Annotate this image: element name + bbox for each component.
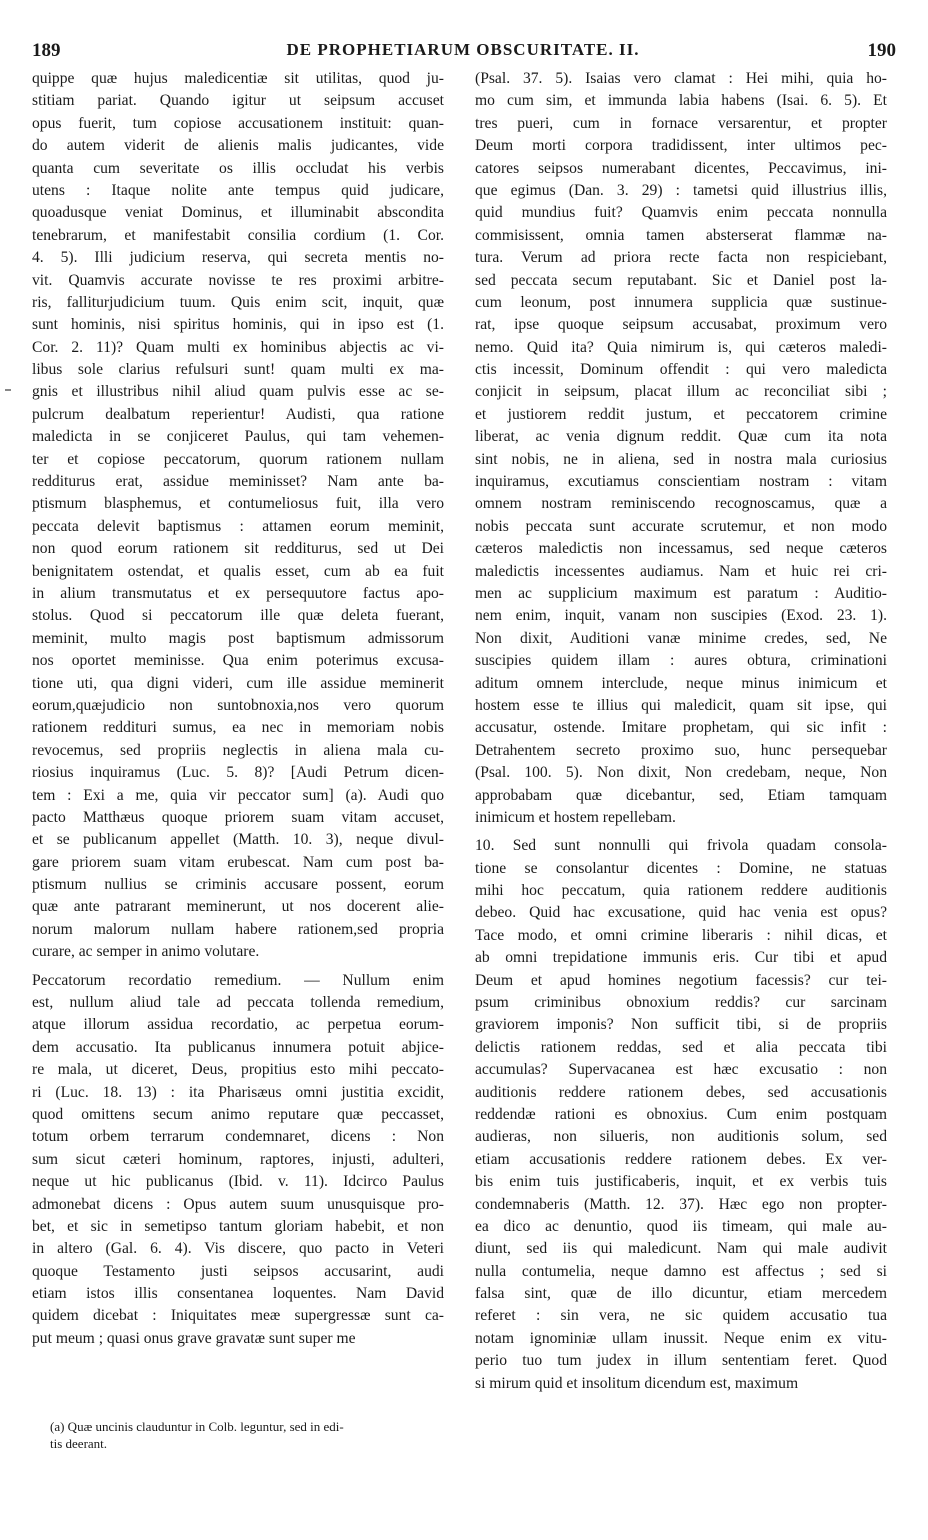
text-line: rat, ipse quoque seipsum accusabat, proximum vero	[475, 316, 887, 334]
text-line: neque ut hic publicanus (Ibid. v. 11). Idcirco Paulus	[32, 1173, 444, 1191]
text-line: re mala, ut diceret, Deus, propitius esto mihi peccato-	[32, 1061, 444, 1079]
text-line: ri (Luc. 18. 13) : ita Pharisæus omni justitia excidit,	[32, 1083, 444, 1101]
text-line: accumulas? Supervacanea est hæc excusatio : non	[475, 1061, 887, 1079]
text-line: meminit, multo magis post baptismum admissorum	[32, 629, 444, 647]
text-line: perio tuo tum judex in illum sententiam feret. Quod	[475, 1352, 887, 1370]
text-line: (Psal. 100. 5). Non dixit, Non credebam, neque, Non	[475, 764, 887, 782]
text-line: in altero (Gal. 6. 4). Vis discere, quo pacto in Veteri	[32, 1240, 444, 1258]
text-line: delictis rationem reddas, sed et alia peccata tibi	[475, 1038, 887, 1056]
text-line: nos oportet meminisse. Qua enim poterimus excusa-	[32, 652, 444, 670]
text-line: conjicit in seipsum, placat illum ac reconciliat sibi ;	[475, 383, 887, 401]
text-line: put meum ; quasi onus grave gravatæ sunt super me	[32, 1329, 356, 1347]
text-line: tione se consolantur dicentes : Domine, ne statuas	[475, 859, 887, 877]
page-number-left: 189	[32, 40, 61, 61]
text-line: benignitatem ostendat, et qualis esset, cum ab ea fuit	[32, 562, 444, 580]
text-line: vit. Quamvis accurate novisse te res proximi arbitre-	[32, 271, 444, 289]
text-line: non quod eorum rationem sit redditurus, sed ut Dei	[32, 540, 444, 558]
running-title: DE PROPHETIARUM OBSCURITATE. II.	[286, 40, 640, 59]
text-line: Deum et apud homines negotium facessis? cur tei-	[475, 971, 887, 989]
text-line: tura. Verum ad priora recte facta non respiciebant,	[475, 249, 887, 267]
text-line: et se publicanum appellet (Matth. 10. 3), neque divul-	[32, 831, 444, 849]
text-line: suscipies quidem illam : aures obtura, criminationi	[475, 652, 887, 670]
text-line: ctis incessit, Dominum offendit : qui vero maledicta	[475, 361, 887, 379]
text-line: sed peccata secum reputabant. Sic et Daniel post la-	[475, 271, 887, 289]
footnote	[50, 1418, 442, 1452]
text-line: que egimus (Dan. 3. 29) : tametsi quid illustrius illis,	[475, 181, 887, 199]
text-line: quid mundius fuit? Quamvis enim peccata nonnulla	[475, 204, 887, 222]
text-line: catores seipsos numerabant dicentes, Peccavimus, ini-	[475, 159, 887, 177]
text-line: sum sicut cæteri hominum, raptores, injusti, adulteri,	[32, 1150, 444, 1168]
text-line: tres pueri, cum in fornace versarentur, et propter	[475, 114, 887, 132]
text-line: totum orbem terrarum condemnaret, dicens : Non	[32, 1128, 444, 1146]
text-line: rationem reddituri sumus, ea nec in memoriam nobis	[32, 719, 444, 737]
text-line: norum malorum nullam habere rationem,sed propria	[32, 920, 444, 938]
text-line: Detrahentem secreto proximo suo, hunc persequebar	[475, 741, 887, 759]
text-line: 10. Sed sunt nonnulli qui frivola quadam consola-	[475, 837, 887, 855]
text-line: est, nullum aliud tale ad peccata tollenda remedium,	[32, 994, 444, 1012]
right-column	[475, 68, 887, 1395]
text-line: Non dixit, Auditioni vanæ minime credes, sed, Ne	[475, 629, 887, 647]
text-line: Tace modo, et omni crimine liberaris : nihil dicas, et	[475, 926, 887, 944]
text-line: et justiorem reddit justum, et peccatorem crimine	[475, 405, 887, 423]
text-line: redditurus erat, assidue meminisset? Nam ante ba-	[32, 473, 444, 491]
text-line: 4. 5). Illi judicium reserva, qui secreta mentis no-	[32, 249, 444, 267]
text-line: tem : Exi a me, quia vir peccator sum] (a). Audi quo	[32, 786, 444, 804]
left-paragraph-1	[32, 68, 444, 964]
text-line: inquiramus, excutiamus conscientiam nostram : vitam	[475, 473, 887, 491]
text-line: auditionis reddere rationem debes, sed accusationis	[475, 1083, 887, 1101]
text-line: quanta cum severitate os illis occludat his verbis	[32, 159, 444, 177]
text-line: condemnaberis (Matth. 12. 37). Hæc ego non propter-	[475, 1195, 887, 1213]
text-line: nemo. Quid ita? Quia nimirum is, qui cæteros maledi-	[475, 338, 887, 356]
text-line: commisissent, omnia tamen absterserat flammæ na-	[475, 226, 887, 244]
text-line: peccata delevit baptismus : attamen eorum meminit,	[32, 517, 444, 535]
text-line: quidem dicebat : Iniquitates meæ supergressæ sunt ca-	[32, 1307, 444, 1325]
left-paragraph-2	[32, 970, 444, 1351]
text-line: men ac supplicium maximum est paratum : Auditio-	[475, 584, 887, 602]
text-line: tis deerant.	[50, 1436, 108, 1451]
text-line: Cor. 2. 11)? Quam multi ex hominibus abjectis ac vi-	[32, 338, 444, 356]
margin-mark	[5, 389, 11, 391]
right-paragraph-2	[475, 835, 887, 1395]
text-line: Deum morti corpora tradidissent, inter ultimos pec-	[475, 137, 887, 155]
text-line: (Psal. 37. 5). Isaias vero clamat : Hei mihi, quia ho-	[475, 70, 887, 87]
text-line: maledictis incessentes audiamus. Nam et huic rei cri-	[475, 562, 887, 580]
text-line: admonebat dicens : Opus autem suum unusquisque pro-	[32, 1195, 444, 1213]
text-line: ris, falliturjudicium tuum. Quis enim scit, inquit, quæ	[32, 293, 444, 311]
text-line: etiam accusationis reddere rationem debes. Ex ver-	[475, 1150, 887, 1168]
text-line: opus fuerit, tum copiose accusationem instituit: quan-	[32, 114, 444, 132]
text-line: cum leonum, post innumera supplicia quæ sustinue-	[475, 293, 887, 311]
text-line: bet, et sic in semetipso tantum gloriam habebit, et non	[32, 1217, 444, 1235]
text-line: quoque Testamento justi seipsos accusarint, audi	[32, 1262, 444, 1280]
text-line: etiam istos illis consentanea loquentes. Nam David	[32, 1285, 444, 1303]
text-line: quod omittens secum animo reputare quæ peccasset,	[32, 1105, 444, 1123]
text-line: libus sole clarius refulsuri sunt! quam multi ex ma-	[32, 361, 444, 379]
text-line: hostem esse te illius qui maledicit, quam sit ipse, qui	[475, 696, 887, 714]
text-line: Peccatorum recordatio remedium. — Nullum enim	[32, 971, 444, 989]
text-line: omnem nostram reminiscendo recognoscamus, quæ a	[475, 495, 887, 513]
text-line: ptismum blasphemus, et contumeliosus fuit, illa vero	[32, 495, 444, 513]
text-line: tione uti, qua digni videri, cum ille assidue meminerit	[32, 674, 444, 692]
text-line: pacto Matthæus quoque priorem suam vitam accuset,	[32, 808, 444, 826]
text-line: diunt, sed iis qui maledicunt. Nam qui male audivit	[475, 1240, 887, 1258]
text-line: atque illorum assidua recordatio, ac perpetua eorum-	[32, 1016, 444, 1034]
text-line: tenebrarum, et manifestabit consilia cordium (1. Cor.	[32, 226, 444, 244]
text-line: aditum omnem intercludе, neque minus inimicum et	[475, 674, 887, 692]
text-line: utens : Itaque nolite ante tempus quid judicare,	[32, 181, 444, 199]
text-line: eorum,quæjudicio non suntobnoxia,nos vero quorum	[32, 696, 444, 714]
text-line: ea dico ac denuntio, quod iis timeam, qui male au-	[475, 1217, 887, 1235]
text-line: mo cum sim, et immunda labia habens (Isai. 6. 5). Et	[475, 92, 887, 110]
text-line: stolus. Quod si peccatorum ille quæ deleta fuerant,	[32, 607, 444, 625]
text-line: reddendæ rationi es obnoxius. Cum enim postquam	[475, 1105, 887, 1123]
text-line: nem enim, inquit, vanam non suscipies (Exod. 23. 1).	[475, 607, 887, 625]
text-line: accusatur, ostende. Imitare prophetam, qui sic infit :	[475, 719, 887, 737]
text-line: do autem viderit de alienis malis judicantes, vide	[32, 137, 444, 155]
text-line: debeo. Quid hac excusatione, quid hac venia est opus?	[475, 904, 887, 922]
text-line: cæteros maledictis non incessamus, sed neque cæteros	[475, 540, 887, 558]
text-line: in alium transmutatus et ex persequutore factus apo-	[32, 584, 444, 602]
text-line: quæ ante patrarant meminerunt, ut nos docerent alie-	[32, 898, 444, 916]
text-line: liberat, ac venia dignum reddit. Quæ cum ita nota	[475, 428, 887, 446]
right-paragraph-1	[475, 68, 887, 829]
text-line: graviorem imponis? Non sufficit tibi, si de propriis	[475, 1016, 887, 1034]
text-line: ptismum nullius se criminis accusare possent, eorum	[32, 876, 444, 894]
page-number-right: 190	[867, 40, 896, 61]
text-line: sint nobis, ne in aliena, sed in nostra mala curiosius	[475, 450, 887, 468]
text-line: pulcrum dealbatum reperientur! Audisti, qua ratione	[32, 405, 444, 423]
text-line: falsa sint, quæ de illo dicuntur, etiam mercedem	[475, 1285, 887, 1303]
text-line: gare priorem suam vitam erubescat. Nam cum post ba-	[32, 853, 444, 871]
text-line: curare, ac semper in animo volutare.	[32, 943, 260, 961]
text-line: riosius inquiramus (Luc. 5. 8)? [Audi Petrum dicen-	[32, 764, 444, 782]
text-line: mihi hoc peccatum, quia rationem reddere auditionis	[475, 882, 887, 900]
text-line: quippe quæ hujus maledicentiæ sit utilitas, quod ju-	[32, 70, 444, 87]
text-line: nulla contumelia, neque damno est affectus ; sed si	[475, 1262, 887, 1280]
text-line: psum criminibus obnoxium reddis? cur sarcinam	[475, 994, 887, 1012]
text-line: (a) Quæ uncinis clauduntur in Colb. leguntur, sed in edi-	[50, 1419, 344, 1434]
text-line: gnis et illustribus nihil aliud quam pulvis esse ac se-	[32, 383, 444, 401]
text-line: revocemus, sed propriis neglectis in aliena mala cu-	[32, 741, 444, 759]
text-line: ter et copiose peccatorum, quorum rationem nullam	[32, 450, 444, 468]
text-line: sunt hominis, nisi spiritus hominis, qui in ipso est (1.	[32, 316, 444, 334]
text-line: nobis peccata sunt accurate scrutemur, et non modo	[475, 517, 887, 535]
text-line: approbabam quæ dicebantur, sed, Etiam tamquam	[475, 786, 887, 804]
running-head	[30, 40, 896, 66]
text-line: si mirum quid et insolitum dicendum est, maximum	[475, 1374, 799, 1392]
text-line: maledicta in se conjiceret Paulus, qui tam vehemen-	[32, 428, 444, 446]
text-line: notam ignominiæ ullam inussit. Neque enim ex vitu-	[475, 1329, 887, 1347]
text-line: dem accusatio. Ita publicanus innumera potuit abjice-	[32, 1038, 444, 1056]
text-line: bis enim tuis justificaberis, inquit, et ex verbis tuis	[475, 1173, 887, 1191]
text-line: ab omni trepidatione immunis eris. Cur tibi et apud	[475, 949, 887, 967]
text-line: referet : sin vera, ne sic quidem accusatio tua	[475, 1307, 887, 1325]
text-line: quoadusque veniat Dominus, et illuminabit abscondita	[32, 204, 444, 222]
text-line: inimicum et hostem repellebam.	[475, 808, 676, 826]
text-line: audieras, non silueris, non auditionis solum, sed	[475, 1128, 887, 1146]
text-line: stitiam pariat. Quando igitur ut seipsum accuset	[32, 92, 444, 110]
left-column	[32, 68, 444, 1350]
